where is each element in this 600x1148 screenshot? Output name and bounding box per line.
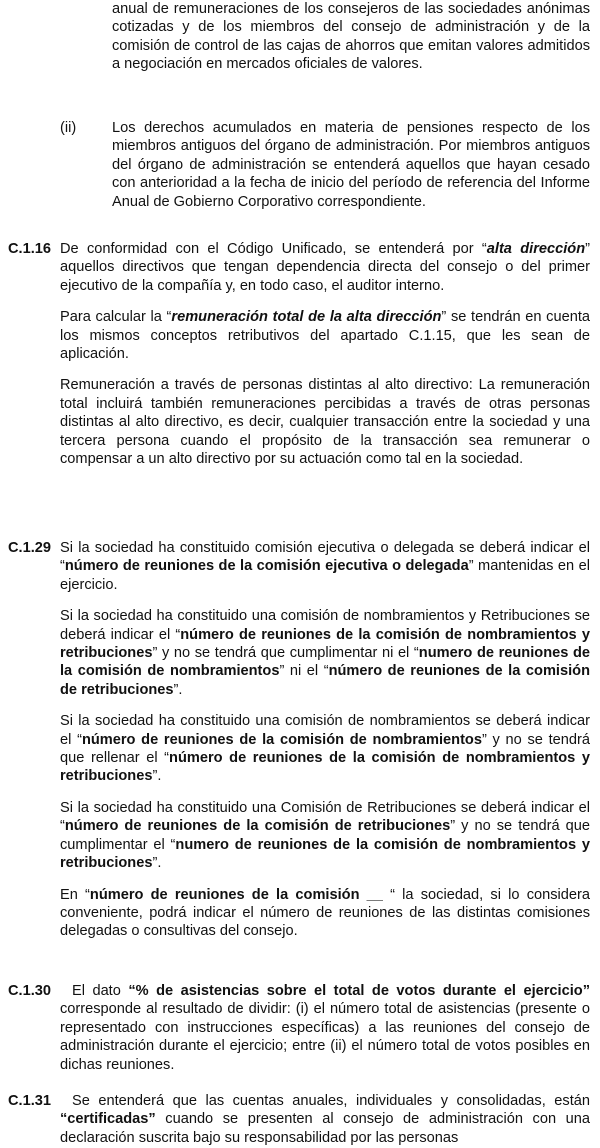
c116-calculation: Para calcular la “remuneración total de la alta dirección” se tendrán en cuenta los mismos conceptos retributivos del apartado C.1.15, que les sean de aplicación. (60, 309, 590, 363)
c129-para-1: Si la sociedad ha constituido comisión ejecutiva o delegada se deberá indicar el “número de reuniones de la comisión ejecutiva o delegada” mantenidas en el ejercicio. (60, 540, 590, 593)
item-ii-text: Los derechos acumulados en materia de pensiones respecto de los miembros antiguos del órgano de administración. Por miembros antiguos del órgano de administración se entenderá aquellos que hayan cesado con anterioridad a la fecha de inicio del período de referencia del Informe Anual de Gobierno Corporativo correspondiente. (112, 120, 590, 210)
section-c116-body (60, 240, 590, 481)
item-ii-label: (ii) (60, 120, 77, 136)
c129-para-5: En “número de reuniones de la comisión __ “ la sociedad, si lo considera conveniente, podrá indicar el número de reuniones de las distintas comisiones delegadas o consultivas del consejo. (60, 886, 590, 940)
section-code-c131: C.1.31 (8, 1093, 51, 1109)
term-asistencias: “% de asistencias sobre el total de votos durante el ejercicio” (128, 983, 590, 999)
section-c129-body (60, 539, 590, 954)
term-alta-direccion: alta dirección (486, 241, 586, 257)
c116-third-persons: Remuneración a través de personas distintas al alto directivo: La remuneración total incluirá también remuneraciones percibidas a través de otras personas distintas al alto directivo, es decir, cualquier transacción entre la sociedad y una tercera persona cuando el propósito de la transacción sea remunerar o compensar a un alto directivo por su actuación como tal en la sociedad. (60, 377, 590, 468)
term-remuneracion-total: remuneración total de la alta dirección (171, 309, 442, 326)
section-code-c130: C.1.30 (8, 983, 51, 999)
c129-para-4: Si la sociedad ha constituido una Comisión de Retribuciones se deberá indicar el “número de reuniones de la comisión de retribuciones” y no se tendrá que cumplimentar el “numero de reuniones de la comisión de nombramientos y retribuciones”. (60, 799, 590, 872)
term-comision-ejecutiva: número de reuniones de la comisión ejecutiva o delegada (64, 558, 469, 575)
c116-definition: De conformidad con el Código Unificado, se entenderá por “alta dirección” aquellos directivos que tengan dependencia directa del consejo o del primer ejecutivo de la compañía y, en todo caso, el auditor interno. (60, 241, 590, 294)
section-code-c129: C.1.29 (8, 540, 51, 556)
section-c130-body: El dato “% de asistencias sobre el total de votos durante el ejercicio” corresponde al resultado de dividir: (i) el número total de asistencias (presente o representado con instrucciones específicas) a las reuniones del consejo de administración durante el ejercicio; entre (ii) el número total de votos posibles en dichas reuniones. (60, 983, 590, 1073)
c129-para-3: Si la sociedad ha constituido una comisión de nombramientos se deberá indicar el “número de reuniones de la comisión de nombramientos” y no se tendrá que rellenar el “número de reuniones de la comisión de nombramientos y retribuciones”. (60, 713, 591, 785)
item-i-continuation: anual de remuneraciones de los consejeros de las sociedades anónimas cotizadas y de los miembros del consejo de administración y de la comisión de control de las cajas de ahorros que emitan valores admitidos a negociación en mercados oficiales de valores. (112, 1, 590, 73)
c129-para-2: Si la sociedad ha constituido una comisión de nombramientos y Retribuciones se deberá indicar el “número de reuniones de la comisión de nombramientos y retribuciones” y no se tendrá que cumplimentar ni el “numero de reuniones de la comisión de nombramientos” ni el “número de reuniones de la comisión de retribuciones”. (60, 608, 590, 698)
term-certificadas: “certificadas” (60, 1111, 156, 1128)
section-c131-body: Se entenderá que las cuentas anuales, individuales y consolidadas, están “certificadas” cuando se presenten al consejo de administración con una declaración suscrita bajo su responsabilidad por las personas (60, 1093, 590, 1146)
section-code-c116: C.1.16 (8, 241, 51, 257)
